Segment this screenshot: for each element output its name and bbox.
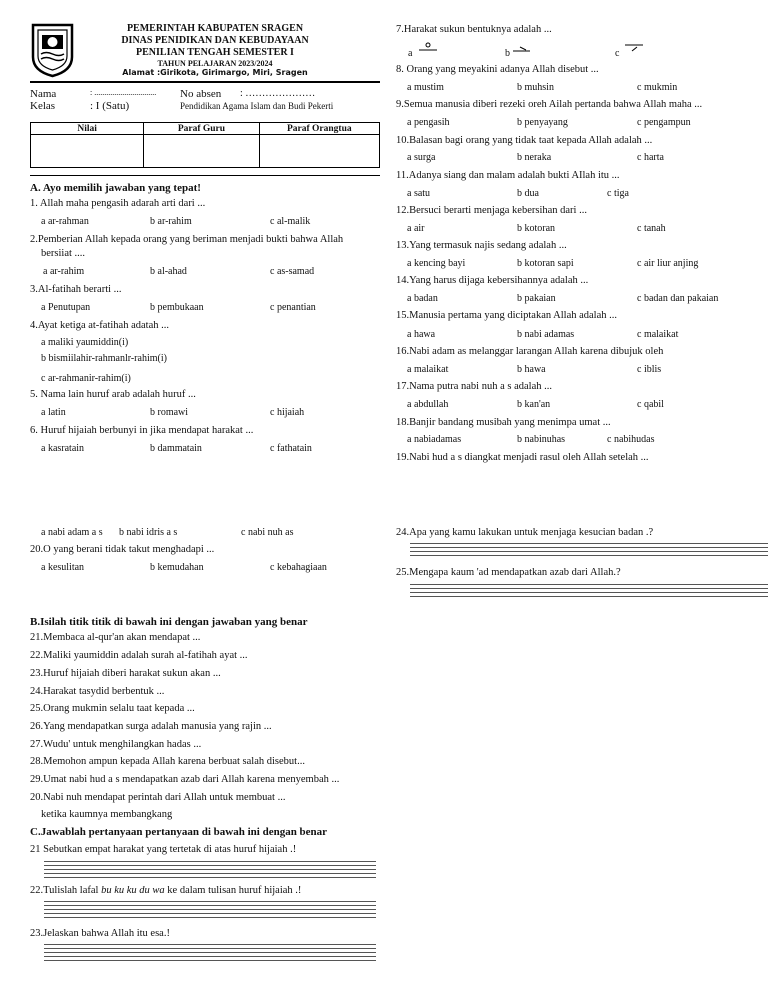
- section-c-title: C.Jawablah pertanyaan pertanyaan di bawah ini dengan benar: [30, 826, 328, 838]
- option-8b[interactable]: b muhsin: [517, 82, 554, 93]
- option-6c[interactable]: c fathatain: [270, 443, 312, 454]
- q22-lafal: bu ku ku du wa: [101, 885, 165, 896]
- option-4b[interactable]: b bismiilahir-rahmanlr-rahim(i): [41, 353, 167, 364]
- nama-field[interactable]: : ...............................: [90, 88, 157, 97]
- question-2: 2.Pemberian Allah kepada orang yang beriman menjadi bukti bahwa Allah: [30, 234, 344, 245]
- question-20: 20.O yang berani tidak takut menghadapi ...: [30, 544, 215, 555]
- option-11b[interactable]: b dua: [517, 188, 539, 199]
- question-19: 19.Nabi hud a s diangkat menjadi rasul oleh Allah setelah ...: [396, 452, 649, 463]
- question-4: 4.Ayat ketiga at-fatihah adatah ...: [30, 320, 169, 331]
- option-11c[interactable]: c tiga: [607, 188, 629, 199]
- option-19b[interactable]: b nabi idris a s: [119, 527, 178, 538]
- answer-lines-21[interactable]: [44, 861, 376, 881]
- question-16: 16.Nabi adam as melanggar larangan Allah karena dibujuk oleh: [396, 346, 664, 357]
- option-8c[interactable]: c mukmin: [637, 82, 678, 93]
- grade-cell-paraf-guru[interactable]: [144, 135, 259, 168]
- fill-item-25: 25.Orang mukmin selalu taat kepada ...: [30, 703, 195, 714]
- option-9b[interactable]: b penyayang: [517, 117, 568, 128]
- option-3b[interactable]: b pembukaan: [150, 302, 204, 313]
- header-government: PEMERINTAH KABUPATEN SRAGEN: [126, 23, 304, 34]
- essay-question-25: 25.Mengapa kaum 'ad mendapatkan azab dari Allah.?: [396, 567, 621, 578]
- grade-cell-nilai[interactable]: [31, 135, 144, 168]
- answer-lines-25[interactable]: [410, 584, 768, 600]
- option-16b[interactable]: b hawa: [517, 364, 546, 375]
- option-18a[interactable]: a nabiadamas: [407, 434, 462, 445]
- question-15: 15.Manusia pertama yang diciptakan Allah adalah ...: [396, 310, 618, 321]
- essay-question-23: 23.Jelaskan bahwa Allah itu esa.!: [30, 928, 170, 939]
- header-department: DINAS PENIDIKAN DAN KEBUDAYAAN: [121, 35, 309, 46]
- fill-item-26: 26.Yang mendapatkan surga adalah manusia yang rajin ...: [30, 721, 272, 732]
- grade-header-paraf-guru: Paraf Guru: [144, 123, 259, 135]
- section-a-title: A. Ayo memilih jawaban yang tepat!: [30, 182, 201, 194]
- option-14a[interactable]: a badan: [407, 293, 438, 304]
- grade-header-nilai: Nilai: [31, 123, 144, 135]
- answer-lines-23[interactable]: [44, 944, 376, 964]
- option-13b[interactable]: b kotoran sapi: [517, 258, 574, 269]
- option-6a[interactable]: a kasratain: [41, 443, 85, 454]
- option-13a[interactable]: a kencing bayi: [407, 258, 466, 269]
- option-19a[interactable]: a nabi adam a s: [41, 527, 103, 538]
- option-17c[interactable]: c qabil: [637, 399, 664, 410]
- question-5: 5. Nama lain huruf arab adalah huruf ...: [30, 389, 196, 400]
- option-18c[interactable]: c nabihudas: [607, 434, 655, 445]
- option-7a[interactable]: a: [408, 48, 413, 59]
- subject-name: Pendidikan Agama Islam dan Budi Pekerti: [180, 101, 334, 111]
- kelas-value: : I (Satu): [90, 100, 130, 112]
- question-14: 14.Yang harus dijaga kebersihannya adalah ...: [396, 275, 589, 286]
- option-5c[interactable]: c hijaiah: [270, 407, 305, 418]
- option-12b[interactable]: b kotoran: [517, 223, 556, 234]
- option-17b[interactable]: b kan'an: [517, 399, 551, 410]
- option-20a[interactable]: a kesulitan: [41, 562, 85, 573]
- option-1a[interactable]: a ar-rahman: [41, 216, 89, 227]
- q22-text-start: 22.Tulislah lafal: [30, 885, 102, 896]
- header-school-year: TAHUN PELAJARAN 2023/2024: [157, 59, 273, 68]
- header-exam-title: PENILIAN TENGAH SEMESTER I: [136, 47, 294, 58]
- option-3c[interactable]: c penantian: [270, 302, 316, 313]
- essay-question-24: 24.Apa yang kamu lakukan untuk menjaga kesucian badan .?: [396, 527, 654, 538]
- option-3a[interactable]: a Penutupan: [41, 302, 91, 313]
- harakat-symbol-b-icon: [512, 44, 532, 56]
- option-16a[interactable]: a malaikat: [407, 364, 449, 375]
- essay-question-22: [30, 885, 301, 896]
- question-1: 1. Allah maha pengasih adarah arti dari ...: [30, 198, 206, 209]
- option-15c[interactable]: c malaikat: [637, 329, 679, 340]
- option-11a[interactable]: a satu: [407, 188, 431, 199]
- fill-item-24: 24.Harakat tasydid berbentuk ...: [30, 686, 165, 697]
- fill-item-29: 29.Umat nabi hud a s mendapatkan azab dari Allah karena menyembah ...: [30, 774, 340, 785]
- option-9a[interactable]: a pengasih: [407, 117, 450, 128]
- header-address: Alamat :Girikota, Girimargo, Miri, Sragen: [122, 68, 308, 77]
- option-9c[interactable]: c pengampun: [637, 117, 691, 128]
- essay-question-21: 21 Sebutkan empat harakat yang tertetak di atas huruf hijaiah .!: [30, 844, 297, 855]
- question-3: 3.Al-fatihah berarti ...: [30, 284, 122, 295]
- option-7b[interactable]: b: [505, 48, 510, 59]
- option-12a[interactable]: a air: [407, 223, 425, 234]
- absen-field[interactable]: : …………………: [240, 88, 316, 99]
- option-7c[interactable]: c: [615, 48, 620, 59]
- option-1c[interactable]: c al-malik: [270, 216, 311, 227]
- option-2b[interactable]: b al-ahad: [150, 266, 187, 277]
- question-9: 9.Semua manusia diberi rezeki oreh Ailah pertanda bahwa Allah maha ...: [396, 99, 703, 110]
- option-5a[interactable]: a latin: [41, 407, 66, 418]
- option-4c[interactable]: c ar-rahmanir-rahim(i): [41, 373, 131, 384]
- question-6: 6. Huruf hijaiah berbunyi in jika mendapat harakat ...: [30, 425, 254, 436]
- fill-item-28: 28.Memohon ampun kepada Allah karena berbuat salah disebut...: [30, 756, 305, 767]
- absen-label: No absen: [180, 88, 222, 100]
- option-16c[interactable]: c iblis: [637, 364, 662, 375]
- option-15b[interactable]: b nabi adamas: [517, 329, 575, 340]
- q22-text-end: ke dalam tulisan huruf hijaiah .!: [164, 885, 302, 896]
- option-20b[interactable]: b kemudahan: [150, 562, 204, 573]
- option-13c[interactable]: c air liur anjing: [637, 258, 699, 269]
- option-2a[interactable]: a ar-rahim: [43, 266, 85, 277]
- fill-item-23: 23.Huruf hijaiah diberi harakat sukun akan ...: [30, 668, 221, 679]
- kelas-label: Kelas: [30, 100, 56, 112]
- option-10b[interactable]: b neraka: [517, 152, 552, 163]
- answer-lines-22[interactable]: [44, 901, 376, 921]
- option-5b[interactable]: b romawi: [150, 407, 189, 418]
- fill-item-21: 21.Membaca al-qur'an akan mendapat ...: [30, 632, 201, 643]
- question-11: 11.Adanya siang dan malam adalah bukti AIlah itu ...: [396, 170, 620, 181]
- question-10: 10.Balasan bagi orang yang tidak taat kepada Allah adalah ...: [396, 135, 653, 146]
- fill-item-30: 20.Nabi nuh mendapat perintah dari Allah untuk membuat ...: [30, 792, 286, 803]
- question-7: 7.Harakat sukun bentuknya adalah ...: [396, 24, 552, 35]
- table-bottom-rule: [30, 175, 380, 176]
- option-14b[interactable]: b pakaian: [517, 293, 556, 304]
- option-8a[interactable]: a mustim: [407, 82, 444, 93]
- option-18b[interactable]: b nabinuhas: [517, 434, 566, 445]
- section-b-title: B.Isilah titik titik di bawah ini dengan jawaban yang benar: [30, 616, 308, 628]
- grade-table: [30, 122, 380, 168]
- fill-item-22: 22.Maliki yaumiddin adalah surah al-fatihah ayat ...: [30, 650, 248, 661]
- header-divider: [30, 81, 380, 83]
- harakat-symbol-c-icon: [624, 42, 644, 54]
- option-19c[interactable]: c nabi nuh as: [241, 527, 294, 538]
- option-6b[interactable]: b dammatain: [150, 443, 202, 454]
- option-17a[interactable]: a abdullah: [407, 399, 449, 410]
- option-14c[interactable]: c badan dan pakaian: [637, 293, 719, 304]
- question-18: 18.Banjir bandang musibah yang menimpa umat ...: [396, 417, 611, 428]
- question-12: 12.Bersuci berarti menjaga kebersihan dari ...: [396, 205, 587, 216]
- question-8: 8. Orang yang meyakini adanya Allah disebut ...: [396, 64, 599, 75]
- question-17: 17.Nama putra nabi nuh a s adalah ...: [396, 381, 552, 392]
- regency-emblem-logo: [30, 23, 75, 78]
- option-1b[interactable]: b ar-rahim: [150, 216, 192, 227]
- option-2c[interactable]: c as-samad: [270, 266, 315, 277]
- option-10a[interactable]: a surga: [407, 152, 436, 163]
- grade-header-paraf-orangtua: Paraf Orangtua: [259, 123, 379, 135]
- option-15a[interactable]: a hawa: [407, 329, 436, 340]
- answer-lines-24[interactable]: [410, 543, 768, 559]
- fill-item-27: 27.Wudu' untuk menghilangkan hadas ...: [30, 739, 202, 750]
- option-4a[interactable]: a maliki yaumiddin(i): [41, 337, 129, 348]
- option-20c[interactable]: c kebahagiaan: [270, 562, 327, 573]
- question-13: 13.Yang termasuk najis sedang adalah ...: [396, 240, 567, 251]
- option-10c[interactable]: c harta: [637, 152, 664, 163]
- nama-label: Nama: [30, 88, 57, 100]
- fill-item-30-cont: ketika kaumnya membangkang: [41, 809, 173, 820]
- grade-cell-paraf-orangtua[interactable]: [259, 135, 379, 168]
- option-12c[interactable]: c tanah: [637, 223, 666, 234]
- question-2-cont: bersiiat ....: [41, 248, 86, 259]
- sukun-symbol-a-icon: [418, 42, 438, 54]
